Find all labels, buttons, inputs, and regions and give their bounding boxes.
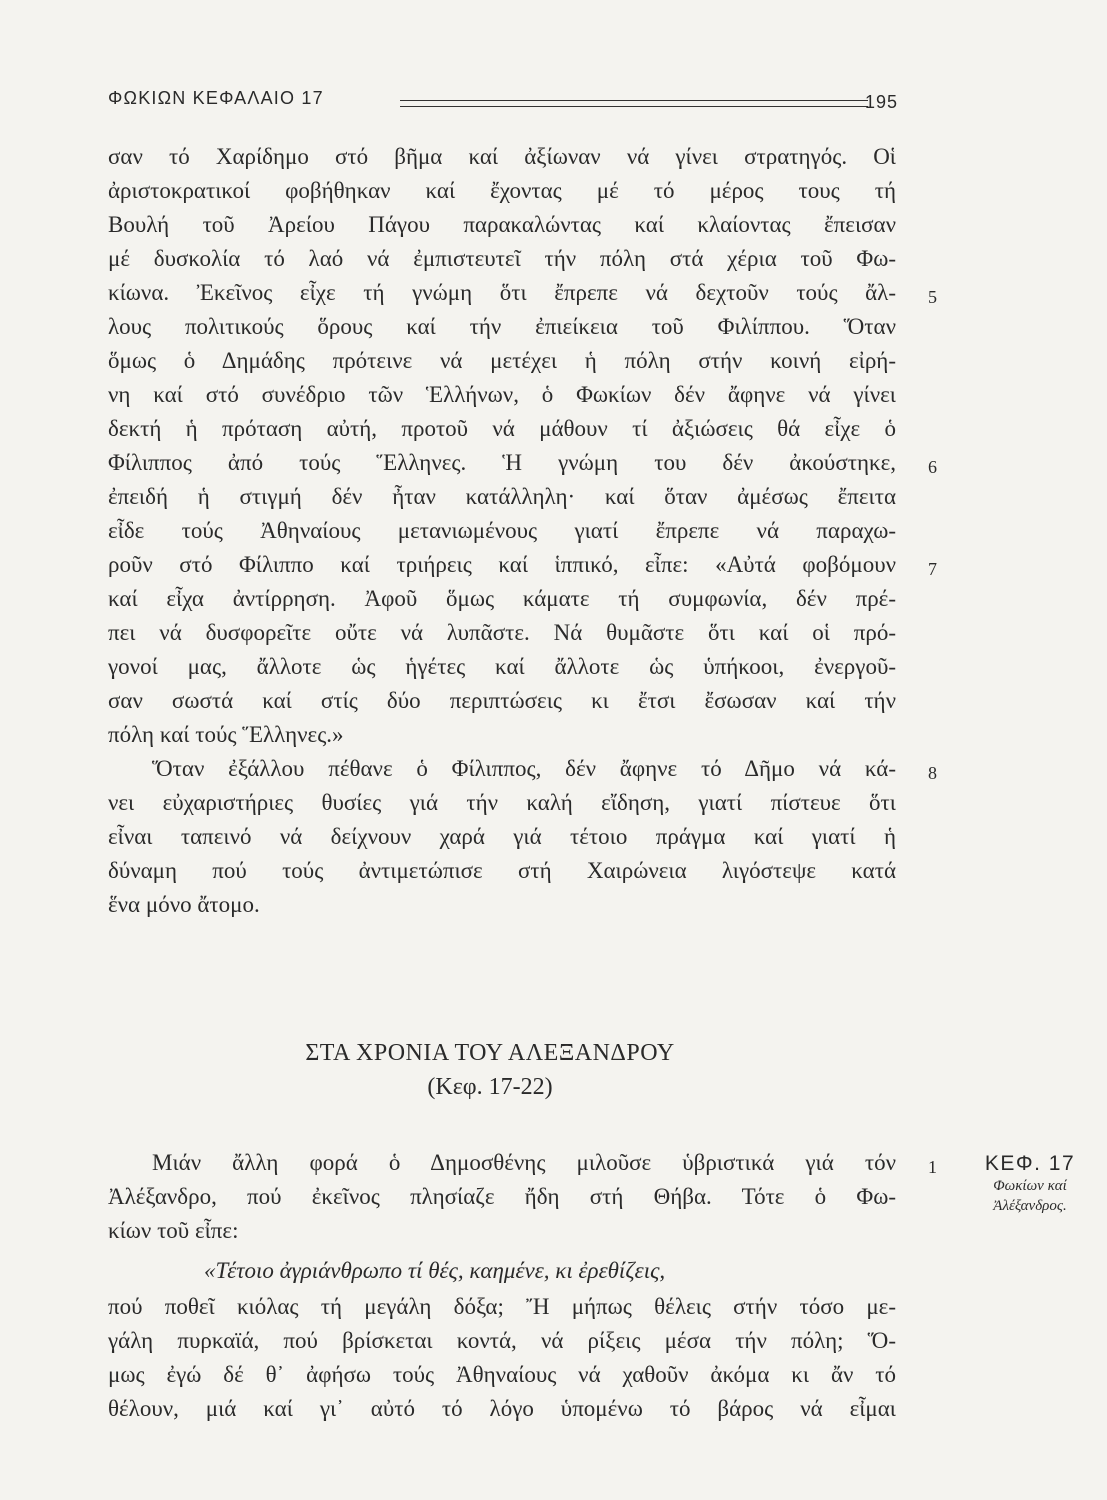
text-line: Ὅταν ἐξάλλου πέθανε ὁ Φίλιππος, δέν ἄφηνε τό Δῆμο νά κά- (152, 756, 896, 781)
text-line: εἶδε τούς Ἀθηναίους μετανιωμένους γιατί ἔπρεπε νά παραχω- (108, 518, 896, 543)
margin-number: 1 (928, 1157, 937, 1177)
text-line: γονοί μας, ἄλλοτε ὡς ἡγέτες καί ἄλλοτε ὡς ὑπήκοοι, ἐνεργοῦ- (108, 654, 896, 679)
text-line: Βουλή τοῦ Ἀρείου Πάγου παρακαλώντας καί κλαίοντας ἔπεισαν (108, 212, 896, 237)
text-line: λους πολιτικούς ὅρους καί τήν ἐπιείκεια τοῦ Φιλίππου. Ὅταν (108, 314, 896, 339)
margin-number: 5 (928, 287, 937, 307)
text-line: ἐπειδή ἡ στιγμή δέν ἦταν κατάλληλη· καί ὅταν ἀμέσως ἔπειτα (108, 484, 896, 509)
margin-number: 6 (928, 457, 937, 477)
text-line: πει νά δυσφορεῖτε οὔτε νά λυπᾶστε. Νά θυμᾶστε ὅτι καί οἱ πρό- (108, 620, 896, 645)
text-line: θέλουν, μιά καί γι᾽ αὐτό τό λόγο ὑπομένω τό βάρος νά εἶμαι (108, 1396, 896, 1421)
text-line: ροῦν στό Φίλιππο καί τριήρεις καί ἱππικό, εἶπε: «Αὐτά φοβόμουν (108, 552, 896, 577)
text-line: πού ποθεῖ κιόλας τή μεγάλη δόξα; Ἤ μήπως θέλεις στήν τόσο με- (108, 1294, 896, 1319)
text-line: σαν σωστά καί στίς δύο περιπτώσεις κι ἔτσι ἔσωσαν καί τήν (108, 688, 896, 713)
chapter-subtitle-line: Ἀλέξανδρος. (993, 1198, 1067, 1214)
chapter-margin-note (965, 1152, 1095, 1216)
text-line: νει εὐχαριστήριες θυσίες γιά τήν καλή εἴδηση, γιατί πίστευε ὅτι (108, 790, 896, 815)
text-line: κίωνα. Ἐκεῖνος εἶχε τή γνώμη ὅτι ἔπρεπε νά δεχτοῦν τούς ἄλ- (108, 280, 896, 305)
header-double-rule (400, 100, 868, 107)
text-line: Μιάν ἄλλη φορά ὁ Δημοσθένης μιλοῦσε ὑβριστικά γιά τόν (152, 1150, 896, 1175)
chapter-heading: ΚΕΦ. 17 (984, 1152, 1076, 1175)
margin-number: 7 (928, 559, 937, 579)
running-header (108, 80, 898, 120)
text-line: γάλη πυρκαϊά, πού βρίσκεται κοντά, νά ρίξεις μέσα τήν πόλη; Ὅ- (108, 1328, 896, 1353)
text-line: σαν τό Χαρίδημο στό βῆμα καί ἀξίωναν νά γίνει στρατηγός. Οἱ (108, 144, 896, 169)
text-line: Φίλιππος ἀπό τούς Ἕλληνες. Ἡ γνώμη του δέν ἀκούστηκε, (108, 450, 896, 475)
text-line: μως ἐγώ δέ θ᾽ ἀφήσω τούς Ἀθηναίους νά χαθοῦν ἀκόμα κι ἄν τό (108, 1362, 896, 1387)
section-title: ΣΤΑ ΧΡΟΝΙΑ ΤΟΥ ΑΛΕΞΑΝΔΡΟΥ (305, 1040, 675, 1066)
chapter-subtitle-line: Φωκίων καί (993, 1178, 1067, 1194)
text-line: κίων τοῦ εἶπε: (108, 1218, 239, 1243)
margin-number: 8 (928, 763, 937, 783)
verse-line: «Τέτοιο ἀγριάνθρωπο τί θές, καημένε, κι ἐρεθίζεις, (204, 1258, 666, 1283)
text-line: πόλη καί τούς Ἕλληνες.» (108, 722, 344, 747)
text-line: Ἀλέξανδρο, πού ἐκεῖνος πλησίαζε ἤδη στή Θήβα. Τότε ὁ Φω- (108, 1184, 896, 1209)
text-line: ὅμως ὁ Δημάδης πρότεινε νά μετέχει ἡ πόλη στήν κοινή εἰρή- (108, 348, 896, 373)
text-line: νη καί στό συνέδριο τῶν Ἑλλήνων, ὁ Φωκίων δέν ἄφηνε νά γίνει (108, 382, 896, 407)
page-number: 195 (864, 92, 898, 112)
running-title: ΦΩΚΙΩΝ ΚΕΦΑΛΑΙΟ 17 (108, 88, 324, 108)
text-line: ἕνα μόνο ἄτομο. (108, 892, 260, 917)
text-line: δύναμη πού τούς ἀντιμετώπισε στή Χαιρώνεια λιγόστεψε κατά (108, 858, 896, 883)
text-line: δεκτή ἡ πρόταση αὐτή, προτοῦ νά μάθουν τί ἀξιώσεις θά εἶχε ὁ (108, 416, 896, 441)
text-line: ἀριστοκρατικοί φοβήθηκαν καί ἔχοντας μέ τό μέρος τους τή (108, 178, 896, 203)
text-line: εἶναι ταπεινό νά δείχνουν χαρά γιά τέτοιο πράγμα καί γιατί ἡ (108, 824, 896, 849)
section-subtitle: (Κεφ. 17-22) (427, 1074, 553, 1100)
text-line: μέ δυσκολία τό λαό νά ἐμπιστευτεῖ τήν πόλη στά χέρια τοῦ Φω- (108, 246, 896, 271)
text-line: καί εἶχα ἀντίρρηση. Ἀφοῦ ὅμως κάματε τή συμφωνία, δέν πρέ- (108, 586, 896, 611)
